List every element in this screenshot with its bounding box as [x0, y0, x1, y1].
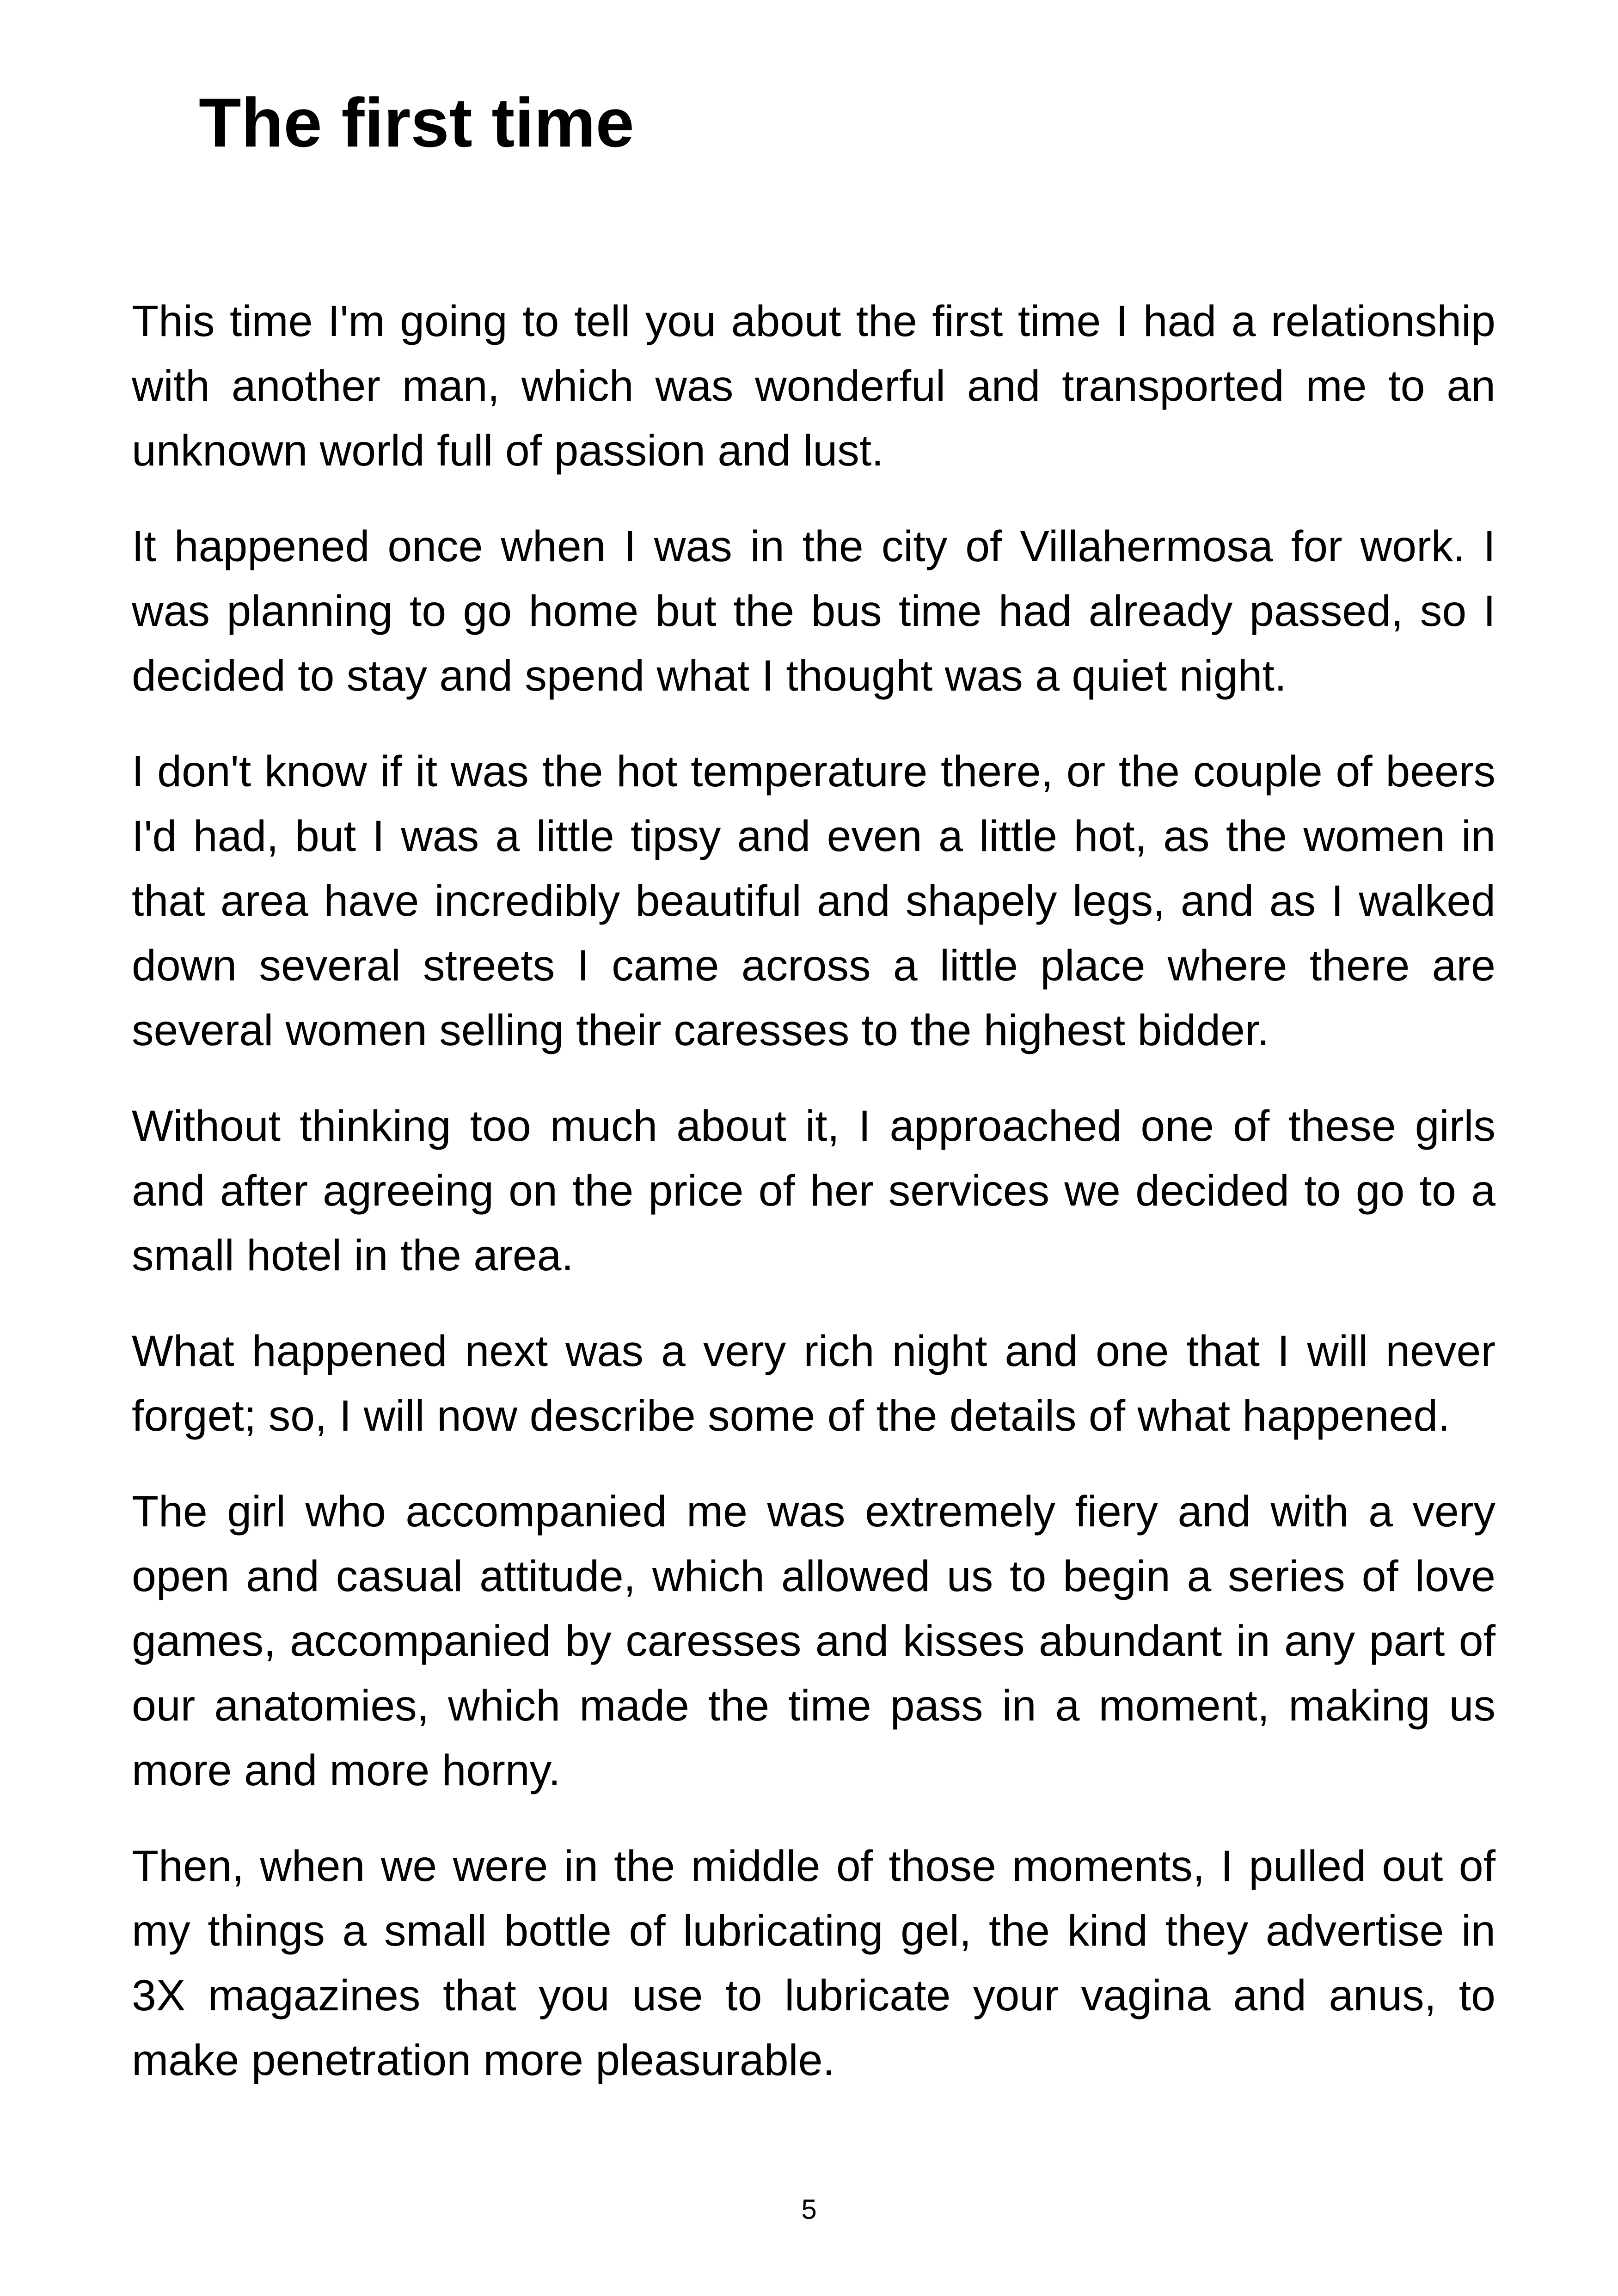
- paragraph-4: Without thinking too much about it, I approached one of these girls and after agreeing on the price of her services we decided to go to a small hotel in the area.: [132, 1102, 1495, 1280]
- paragraph-6: The girl who accompanied me was extremely fiery and with a very open and casual attitude, which allowed us to begin a series of love games, accompanied by caresses and kisses abundant in any part of our anatomies, which made the time pass in a moment, making us more and more horny.: [132, 1487, 1495, 1795]
- paragraph-7: Then, when we were in the middle of those moments, I pulled out of my things a small bottle of lubricating gel, the kind they advertise in 3X magazines that you use to lubricate your vagina and anus, to make penetration more pleasurable.: [132, 1842, 1495, 2085]
- paragraph-5: What happened next was a very rich night and one that I will never forget; so, I will now describe some of the details of what happened.: [132, 1327, 1495, 1440]
- page-number: 5: [801, 2194, 817, 2225]
- paragraph-3: I don't know if it was the hot temperature there, or the couple of beers I'd had, but I was a little tipsy and even a little hot, as the women in that area have incredibly beautiful and shapely legs, and as I walked down several streets I came across a little place where there are several women selling their caresses to the highest bidder.: [132, 747, 1495, 1055]
- page-title: The first time: [199, 84, 634, 161]
- paragraph-1: This time I'm going to tell you about the first time I had a relationship with another man, which was wonderful and transported me to an unknown world full of passion and lust.: [132, 297, 1495, 475]
- paragraph-2: It happened once when I was in the city of Villahermosa for work. I was planning to go home but the bus time had already passed, so I decided to stay and spend what I thought was a quiet night.: [132, 522, 1495, 700]
- body-text: [132, 289, 1495, 2124]
